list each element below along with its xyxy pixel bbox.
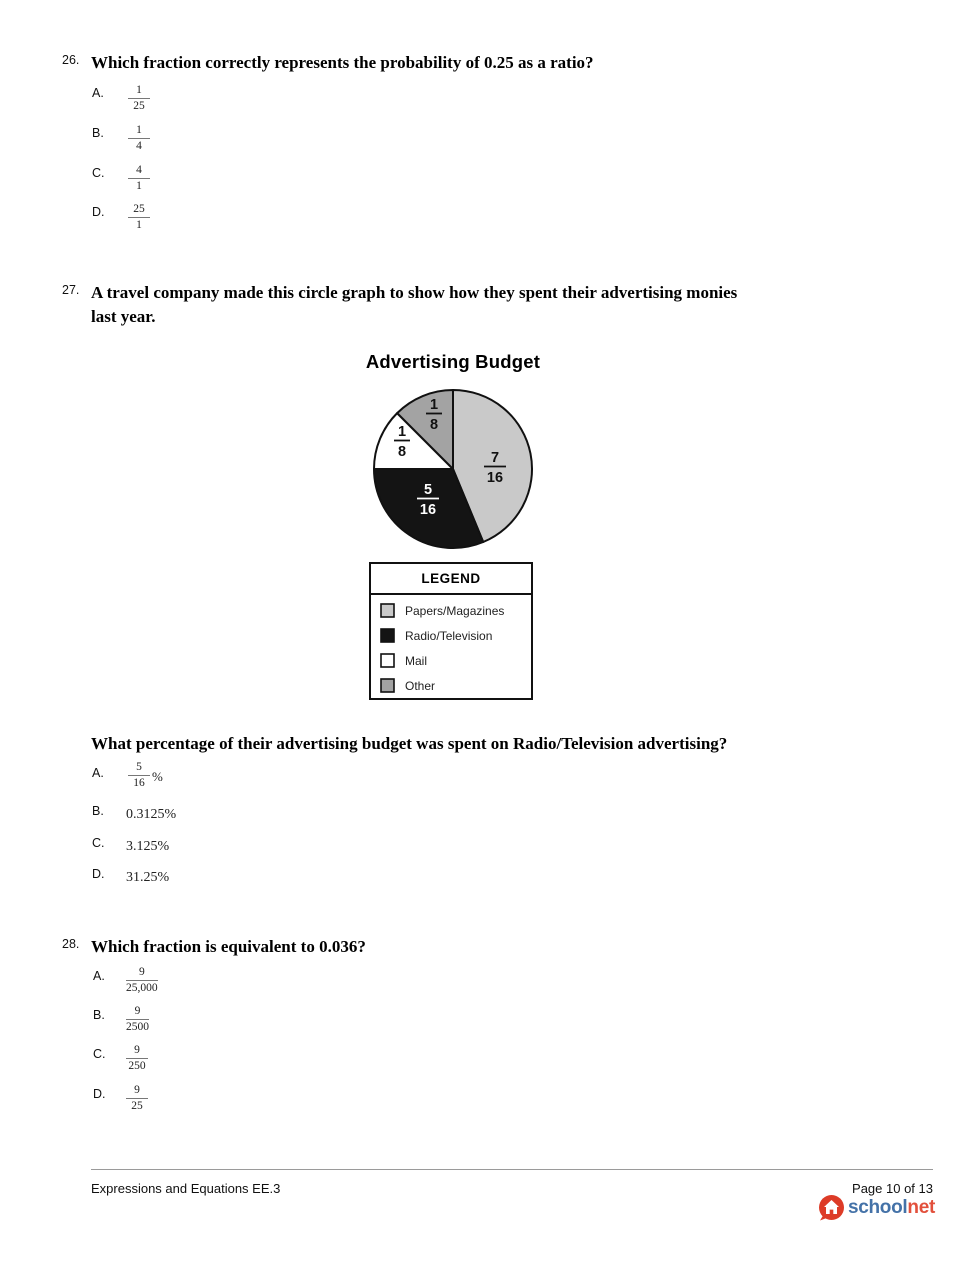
option-value: 3.125% bbox=[126, 839, 170, 854]
fraction-bar bbox=[128, 98, 150, 99]
pie-label-denominator: 16 bbox=[419, 502, 437, 518]
fraction-denominator: 4 bbox=[136, 140, 142, 152]
option-letter: D. bbox=[93, 1087, 106, 1101]
sub-question-text: What percentage of their advertising budget was spent on Radio/Television advertising? bbox=[91, 734, 728, 753]
footer-standard-label: Expressions and Equations EE.3 bbox=[91, 1181, 281, 1196]
fraction-numerator: 25 bbox=[133, 203, 145, 215]
question-text-line1: A travel company made this circle graph to show how they spent their advertising monies bbox=[91, 283, 738, 302]
option-value: 0.3125% bbox=[126, 807, 177, 822]
fraction-numerator: 9 bbox=[134, 1005, 141, 1017]
legend bbox=[369, 562, 533, 700]
legend-title: LEGEND bbox=[371, 564, 531, 595]
question-text: Which fraction is equivalent to 0.036? bbox=[91, 937, 366, 956]
option-letter: A. bbox=[92, 86, 104, 100]
fraction-numerator: 5 bbox=[136, 761, 142, 773]
fraction bbox=[126, 1084, 148, 1113]
schoolnet-logo bbox=[818, 1194, 935, 1221]
legend-swatch-other-icon bbox=[380, 678, 395, 693]
legend-swatch-radio-television-icon bbox=[380, 628, 395, 643]
legend-label: Other bbox=[405, 678, 436, 693]
question-number: 26. bbox=[62, 53, 80, 67]
fraction bbox=[128, 84, 150, 113]
footer-divider bbox=[91, 1169, 933, 1170]
pie-label-numerator: 5 bbox=[423, 482, 433, 498]
logo-text-school: school bbox=[847, 1197, 908, 1218]
chart-title: Advertising Budget bbox=[365, 351, 541, 372]
fraction bbox=[126, 1044, 148, 1073]
legend-row bbox=[380, 628, 531, 643]
question-text-line2: last year. bbox=[91, 307, 156, 326]
legend-row bbox=[380, 653, 531, 668]
fraction-numerator: 9 bbox=[134, 1044, 140, 1056]
fraction-denominator: 1 bbox=[136, 180, 142, 192]
legend-label: Radio/Television bbox=[405, 628, 493, 643]
fraction bbox=[128, 761, 150, 790]
legend-row bbox=[380, 603, 531, 618]
option-value: 31.25% bbox=[126, 870, 170, 885]
legend-swatch-papers-magazines-icon bbox=[380, 603, 395, 618]
legend-row bbox=[380, 678, 531, 693]
schoolnet-badge-icon bbox=[818, 1194, 845, 1221]
option-letter: C. bbox=[93, 1047, 106, 1061]
pie-label-denominator: 8 bbox=[397, 444, 407, 460]
question-text: Which fraction correctly represents the probability of 0.25 as a ratio? bbox=[91, 53, 594, 72]
legend-swatch-mail-icon bbox=[380, 653, 395, 668]
pie-label-numerator: 7 bbox=[490, 450, 500, 466]
fraction-denominator: 16 bbox=[133, 777, 145, 789]
footer-page-number: Page 10 of 13 bbox=[852, 1181, 933, 1196]
pie-label-denominator: 16 bbox=[486, 470, 504, 486]
option-letter: D. bbox=[92, 867, 105, 881]
option-letter: C. bbox=[92, 836, 105, 850]
fraction-bar bbox=[126, 1058, 148, 1059]
legend-label: Mail bbox=[405, 653, 428, 668]
legend-body bbox=[371, 595, 531, 693]
pie-chart bbox=[371, 387, 535, 551]
option-letter: C. bbox=[92, 166, 105, 180]
option-letter: B. bbox=[92, 126, 104, 140]
question-number: 28. bbox=[62, 937, 80, 951]
fraction-denominator: 25 bbox=[131, 1100, 143, 1112]
pie-label-denominator: 8 bbox=[429, 417, 439, 433]
fraction-denominator: 250 bbox=[128, 1060, 146, 1072]
fraction-numerator: 9 bbox=[134, 1084, 140, 1096]
question-number: 27. bbox=[62, 283, 80, 297]
fraction bbox=[128, 203, 150, 232]
fraction bbox=[126, 1005, 149, 1034]
percent-sign: % bbox=[152, 769, 163, 784]
option-letter: D. bbox=[92, 205, 105, 219]
option-letter: A. bbox=[93, 969, 105, 983]
fraction-bar bbox=[128, 775, 150, 776]
fraction bbox=[128, 164, 150, 193]
legend-label: Papers/Magazines bbox=[405, 603, 505, 618]
fraction-numerator: 4 bbox=[136, 164, 142, 176]
fraction-numerator: 1 bbox=[136, 124, 142, 136]
fraction-bar bbox=[126, 1098, 148, 1099]
fraction-bar bbox=[128, 217, 150, 218]
fraction-bar bbox=[128, 178, 150, 179]
fraction-denominator: 2500 bbox=[126, 1021, 149, 1033]
fraction-bar bbox=[126, 1019, 149, 1020]
fraction-numerator: 9 bbox=[138, 966, 145, 978]
fraction bbox=[126, 966, 158, 995]
option-letter: B. bbox=[92, 804, 104, 818]
logo-wordmark bbox=[848, 1194, 935, 1221]
fraction-bar bbox=[126, 980, 158, 981]
pie-label-numerator: 1 bbox=[429, 397, 439, 413]
fraction-denominator: 1 bbox=[136, 219, 142, 231]
logo-text-net: net bbox=[907, 1197, 935, 1218]
fraction-denominator: 25,000 bbox=[126, 982, 158, 994]
option-letter: A. bbox=[92, 766, 104, 780]
option-letter: B. bbox=[93, 1008, 105, 1022]
fraction-denominator: 25 bbox=[133, 100, 145, 112]
pie-label-numerator: 1 bbox=[397, 424, 407, 440]
fraction-bar bbox=[128, 138, 150, 139]
fraction-numerator: 1 bbox=[136, 84, 142, 96]
fraction bbox=[128, 124, 150, 153]
